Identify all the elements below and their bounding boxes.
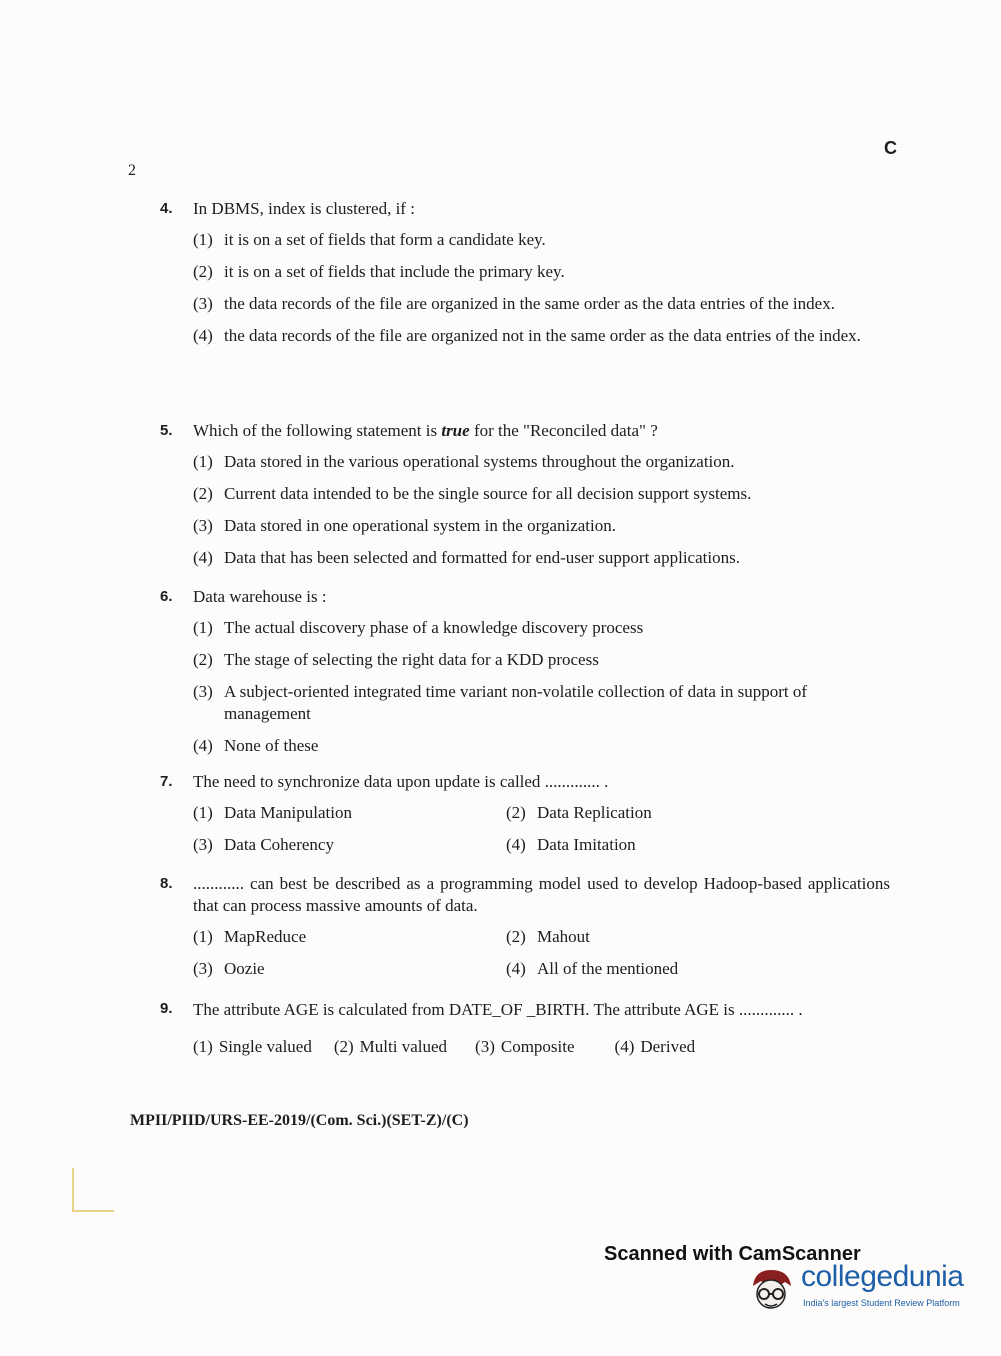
emphasis-text: true [441,421,470,440]
scanned-with-label: Scanned with CamScanner [604,1243,861,1265]
option-1 [193,617,890,639]
option-4 [506,958,806,980]
question-text: In DBMS, index is clustered, if : [193,199,415,218]
option-number: (1) [193,927,213,946]
brand-name: collegedunia [801,1260,964,1293]
option-2 [193,483,890,505]
question-text [193,420,890,442]
question-text: ............ can best be described as a programming model used to develop Hadoop-based applications that can process massive amounts of data. [193,874,890,915]
option-text: All of the mentioned [537,959,679,978]
brand-tagline: India's largest Student Review Platform [803,1298,960,1308]
question-5 [160,420,890,579]
question-number: 5. [160,422,173,439]
option-4 [506,834,806,856]
option-text: Derived [640,1037,696,1056]
question-number: 7. [160,773,173,790]
option-text: Mahout [537,927,590,946]
option-1 [193,926,506,948]
option-number: (3) [193,835,213,854]
option-number: (2) [193,484,213,503]
option-3 [193,834,506,856]
option-4 [193,735,890,757]
paper-code: MPII/PIID/URS-EE-2019/(Com. Sci.)(SET-Z)/(C) [130,1112,469,1129]
option-text: Data Replication [537,803,652,822]
mascot-logo-icon [745,1266,797,1316]
option-number: (4) [506,959,526,978]
option-4 [615,1036,696,1058]
option-text: Composite [500,1037,575,1056]
option-text: Data Imitation [537,835,636,854]
option-text: Data stored in one operational system in the organization. [224,516,616,535]
question-number: 4. [160,200,173,217]
question-7 [160,771,890,856]
page-corner-mark [72,1168,114,1212]
option-text: Data Manipulation [224,803,352,822]
option-number: (1) [193,618,213,637]
option-number: (2) [193,262,213,281]
option-text: Multi valued [359,1037,448,1056]
option-3 [193,681,890,725]
option-2 [506,926,806,948]
option-number: (1) [193,1037,213,1056]
option-number: (2) [506,803,526,822]
option-number: (1) [193,803,213,822]
option-number: (3) [193,959,213,978]
option-number: (1) [193,230,213,249]
option-1 [193,229,890,251]
option-number: (4) [506,835,526,854]
option-text: None of these [224,736,319,755]
question-text-part: Which of the following statement is [193,421,442,440]
set-code: C [884,138,897,158]
question-text-part: for the "Reconciled data" ? [469,421,658,440]
option-number: (3) [475,1037,495,1056]
option-text: A subject-oriented integrated time variant non-volatile collection of data in support of management [224,682,808,723]
question-number: 8. [160,875,173,892]
option-2 [193,261,890,283]
question-9 [160,998,890,1058]
option-text: Oozie [224,959,265,978]
option-text: the data records of the file are organized in the same order as the data entries of the index. [224,294,835,313]
question-text: Data warehouse is : [193,587,327,606]
option-text: it is on a set of fields that include the primary key. [224,262,565,281]
option-text: it is on a set of fields that form a candidate key. [224,230,546,249]
question-4 [160,198,890,357]
option-text: Data Coherency [224,835,334,854]
option-3 [475,1036,575,1058]
option-number: (3) [193,294,213,313]
option-1 [193,802,506,824]
question-number: 6. [160,588,173,605]
option-text: Current data intended to be the single source for all decision support systems. [224,484,752,503]
option-2 [506,802,806,824]
options-list [193,926,890,980]
option-2 [334,1036,447,1058]
option-text: Data stored in the various operational systems throughout the organization. [224,452,735,471]
option-3 [193,515,890,537]
question-8 [160,873,890,980]
question-text: The need to synchronize data upon update is called ............. . [193,772,609,791]
option-text: The stage of selecting the right data for a KDD process [224,650,599,669]
collegedunia-watermark [745,1260,975,1320]
option-number: (3) [193,516,213,535]
question-6 [160,586,890,767]
options-list [193,802,890,856]
option-number: (2) [193,650,213,669]
option-number: (3) [193,682,213,701]
page-number: 2 [128,162,136,179]
option-text: the data records of the file are organized not in the same order as the data entries of the index. [224,326,861,345]
question-text: The attribute AGE is calculated from DATE_OF _BIRTH. The attribute AGE is ............. . [193,1000,803,1019]
option-4 [193,547,890,569]
option-number: (2) [333,1037,354,1056]
option-1 [193,451,890,473]
option-3 [193,958,506,980]
option-number: (4) [193,736,213,755]
option-number: (4) [193,326,213,345]
option-number: (2) [506,927,526,946]
option-4 [193,325,890,347]
option-1 [193,1036,312,1058]
option-number: (4) [193,548,213,567]
option-text: The actual discovery phase of a knowledge discovery process [224,618,644,637]
question-number: 9. [160,1000,173,1017]
options-list [193,451,890,569]
option-3 [193,293,890,315]
option-number: (1) [193,452,213,471]
options-list [193,617,890,757]
options-list [193,229,890,347]
option-text: Data that has been selected and formatted for end-user support applications. [224,548,740,567]
options-list [193,1036,890,1058]
option-text: Single valued [218,1037,312,1056]
option-2 [193,649,890,671]
option-text: MapReduce [224,927,307,946]
option-number: (4) [614,1037,635,1056]
